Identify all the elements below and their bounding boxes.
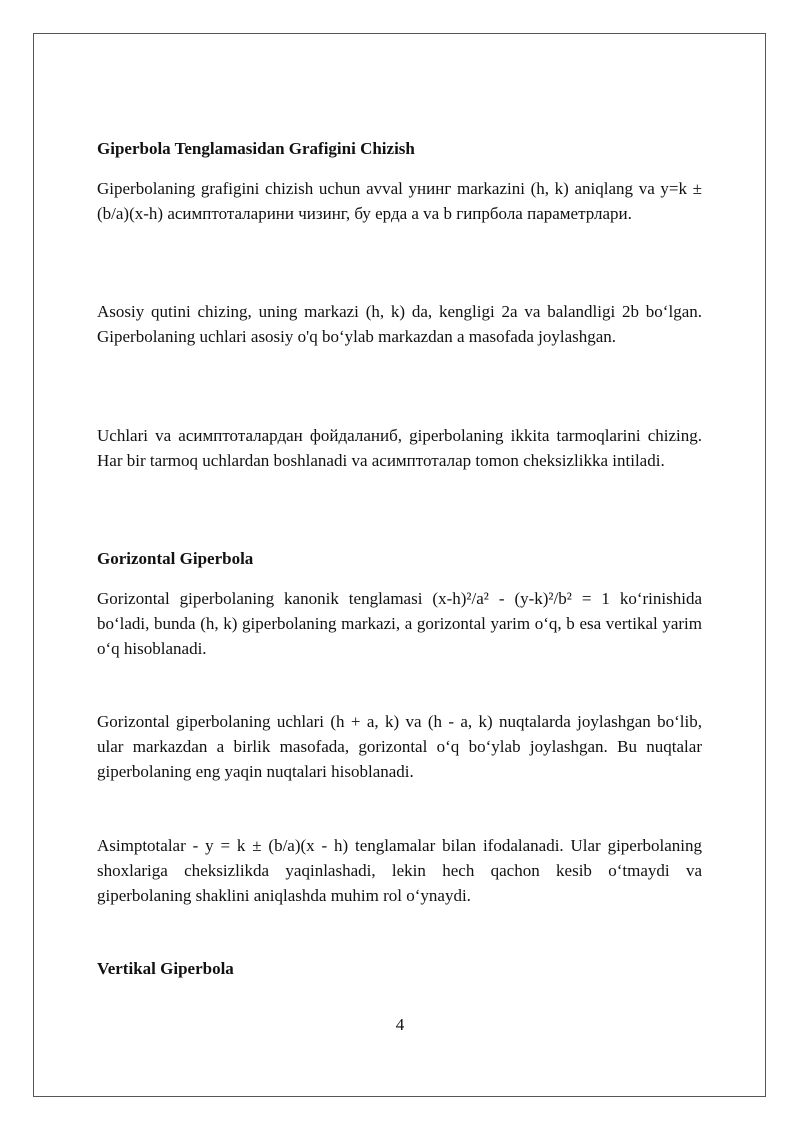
paragraph-main-box: Asosiy qutini chizing, uning markazi (h, k) da, kengligi 2a va balandligi 2b bo‘lgan. Giperbolaning uchlari asosiy o'q bo‘ylab markazdan a masofada joylashgan.	[97, 302, 702, 346]
paragraph-drawing-steps: Giperbolaning grafigini chizish uchun avval унинг markazini (h, k) aniqlang va y=k ± (b/a)(x-h) асимптоталарини чизинг, бу ерда a va b гипрбола параметрлари.	[97, 179, 702, 223]
section-heading-drawing: Giperbola Tenglamasidan Grafigini Chizish	[97, 139, 415, 158]
paragraph-canonical-equation: Gorizontal giperbolaning kanonik tenglamasi (x-h)²/a² - (y-k)²/b² = 1 ko‘rinishida bo‘ladi, bunda (h, k) giperbolaning markazi, a gorizontal yarim o‘q, b esa vertikal yarim o‘q hisoblanadi.	[97, 589, 702, 658]
paragraph-vertices: Gorizontal giperbolaning uchlari (h + a, k) va (h - a, k) nuqtalarda joylashgan bo‘lib, ular markazdan a birlik masofada, gorizontal o‘q bo‘ylab joylashgan. Bu nuqtalar giperbolaning eng yaqin nuqtalari hisoblanadi.	[97, 712, 702, 781]
section-heading-vertical: Vertikal Giperbola	[97, 959, 234, 978]
paragraph-asymptotes: Asimptotalar - y = k ± (b/a)(x - h) tenglamalar bilan ifodalanadi. Ular giperbolaning shoxlariga cheksizlikda yaqinlashadi, lekin hech qachon kesib o‘tmaydi va giperbolaning shaklini aniqlashda muhim rol o‘ynaydi.	[97, 836, 702, 905]
page-number: 4	[395, 1015, 405, 1034]
section-heading-horizontal: Gorizontal Giperbola	[97, 549, 254, 568]
paragraph-branches: Uchlari va асимптоталардан фойдаланиб, giperbolaning ikkita tarmoqlarini chizing. Har bir tarmoq uchlardan boshlanadi va асимптоталар tomon cheksizlikka intiladi.	[97, 426, 702, 470]
